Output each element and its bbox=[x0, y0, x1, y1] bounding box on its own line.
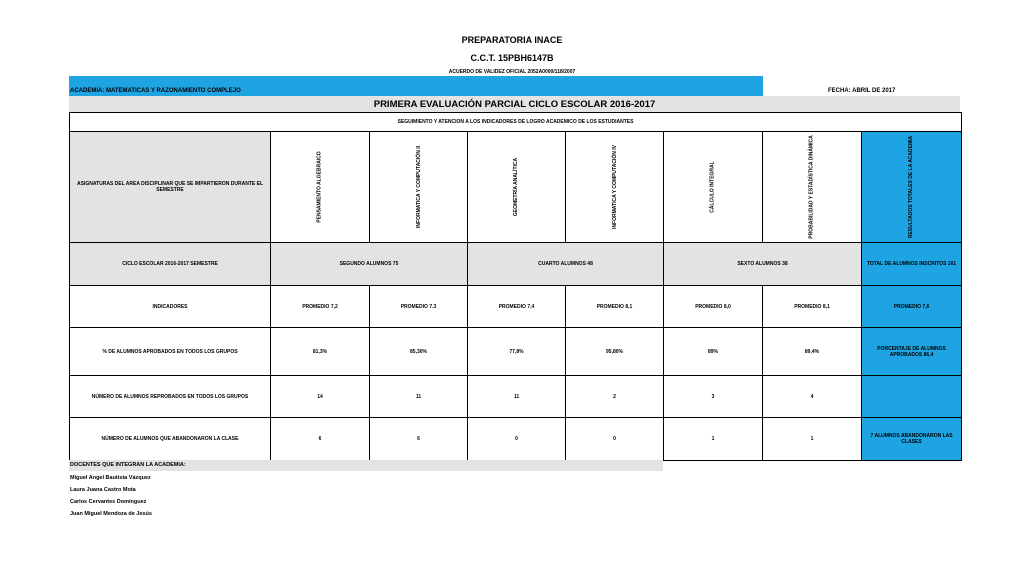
academia-label: ACADEMIA: MATEMATICAS Y RAZONAMIENTO COMPLEJO bbox=[70, 88, 241, 94]
subject-label: PROBABILIDAD Y ESTADÍSTICA DINÁMICA bbox=[809, 135, 815, 239]
docentes-title: DOCENTES QUE INTEGRAN LA ACADEMIA: bbox=[70, 462, 186, 468]
row-label: % DE ALUMNOS APROBADOS EN TODOS LOS GRUPOS bbox=[70, 328, 271, 376]
total-cell: 7 ALUMNOS ABANDONARON LAS CLASES bbox=[862, 418, 962, 461]
subject-header bbox=[468, 132, 566, 243]
subject-header bbox=[566, 132, 664, 243]
table-cell: 81,3% bbox=[271, 328, 370, 376]
table-cell: 6 bbox=[370, 418, 468, 461]
row-label: NÚMERO DE ALUMNOS REPROBADOS EN TODOS LOS GRUPOS bbox=[70, 376, 271, 418]
table-cell: PROMEDIO 7,2 bbox=[271, 286, 370, 328]
subject-header bbox=[370, 132, 468, 243]
acuerdo-text: ACUERDO DE VALIDEZ OFICIAL 2052A0000/118/2007 bbox=[448, 69, 576, 75]
table-row bbox=[70, 328, 962, 376]
subjects-row-header: ASIGNATURAS DEL AREA DISCIPLINAR QUE SE IMPARTIERON DURANTE EL SEMESTRE bbox=[70, 132, 271, 243]
docente-name: Juan Miguel Mendoza de Jesús bbox=[70, 511, 152, 517]
subject-label: RESULTADOS TOTALES DE LA ACADEMIA bbox=[908, 135, 915, 239]
docente-name: Carlos Cervantes Domínguez bbox=[70, 499, 147, 505]
table-cell: 77,8% bbox=[468, 328, 566, 376]
docente-name: Miguel Angel Bautista Vázquez bbox=[70, 475, 151, 481]
table-cell: 3 bbox=[664, 376, 763, 418]
total-cell: PORCENTAJE DE ALUMNOS APROBADOS 86,4 bbox=[862, 328, 962, 376]
evaluation-subtitle: SEGUIMIENTO Y ATENCION A LOS INDICADORES DE LOGRO ACADEMICO DE LOS ESTUDIANTES bbox=[70, 113, 962, 132]
table-row bbox=[70, 286, 962, 328]
results-table bbox=[69, 112, 962, 461]
table-cell: 1 bbox=[664, 418, 763, 461]
table-cell: PROMEDIO 8,1 bbox=[763, 286, 862, 328]
school-name: PREPARATORIA INACE bbox=[461, 35, 563, 45]
subject-label: INFORMATICA Y COMPUTACIÓN IV bbox=[611, 145, 618, 229]
cct-code: C.C.T. 15PBH6147B bbox=[470, 53, 554, 63]
table-cell: 89,4% bbox=[763, 328, 862, 376]
table-cell: PROMEDIO 8,1 bbox=[566, 286, 664, 328]
table-cell: 89% bbox=[664, 328, 763, 376]
evaluation-title: PRIMERA EVALUACIÓN PARCIAL CICLO ESCOLAR 2016-2017 bbox=[373, 99, 656, 110]
docente-name: Laura Juana Castro Mota bbox=[70, 487, 136, 493]
subject-header bbox=[664, 132, 763, 243]
table-cell: PROMEDIO 7.3 bbox=[370, 286, 468, 328]
total-cell: PROMEDIO 7,6 bbox=[862, 286, 962, 328]
semester-cell: CUARTO ALUMNOS 48 bbox=[468, 243, 664, 286]
subject-label: GEOMETRÍA ANALÍTICA bbox=[513, 157, 520, 217]
row-label: INDICADORES bbox=[70, 286, 271, 328]
table-cell: 0 bbox=[566, 418, 664, 461]
semester-cell: SEXTO ALUMNOS 38 bbox=[664, 243, 862, 286]
ciclo-label: CICLO ESCOLAR 2016-2017 SEMESTRE bbox=[70, 243, 271, 286]
subject-header bbox=[763, 132, 862, 243]
subject-header bbox=[271, 132, 370, 243]
table-cell: PROMEDIO 7,4 bbox=[468, 286, 566, 328]
table-cell: 2 bbox=[566, 376, 664, 418]
table-cell: 95,80% bbox=[566, 328, 664, 376]
table-row bbox=[70, 376, 962, 418]
subject-label: PENSAMIENTO ALGEBRAICO bbox=[317, 151, 323, 223]
table-cell: PROMEDIO 8,0 bbox=[664, 286, 763, 328]
subject-label: INFORMATICA Y COMPUTACIÓN II bbox=[415, 146, 422, 228]
table-cell: 1 bbox=[763, 418, 862, 461]
total-inscritos-cell: TOTAL DE ALUMNOS INSCRITOS 161 bbox=[862, 243, 962, 286]
table-cell: 85,30% bbox=[370, 328, 468, 376]
table-cell: 4 bbox=[763, 376, 862, 418]
table-cell: 11 bbox=[468, 376, 566, 418]
table-cell: 14 bbox=[271, 376, 370, 418]
table-cell: 0 bbox=[468, 418, 566, 461]
total-cell bbox=[862, 376, 962, 418]
row-label: NÚMERO DE ALUMNOS QUE ABANDONARON LA CLASE bbox=[70, 418, 271, 461]
fecha-label: FECHA: ABRIL DE 2017 bbox=[828, 88, 896, 94]
table-cell: 6 bbox=[271, 418, 370, 461]
total-results-header bbox=[862, 132, 962, 243]
table-cell: 11 bbox=[370, 376, 468, 418]
subject-label: CÁLCULO INTEGRAL bbox=[709, 161, 716, 213]
table-row bbox=[70, 418, 962, 461]
semester-cell: SEGUNDO ALUMNOS 75 bbox=[271, 243, 468, 286]
